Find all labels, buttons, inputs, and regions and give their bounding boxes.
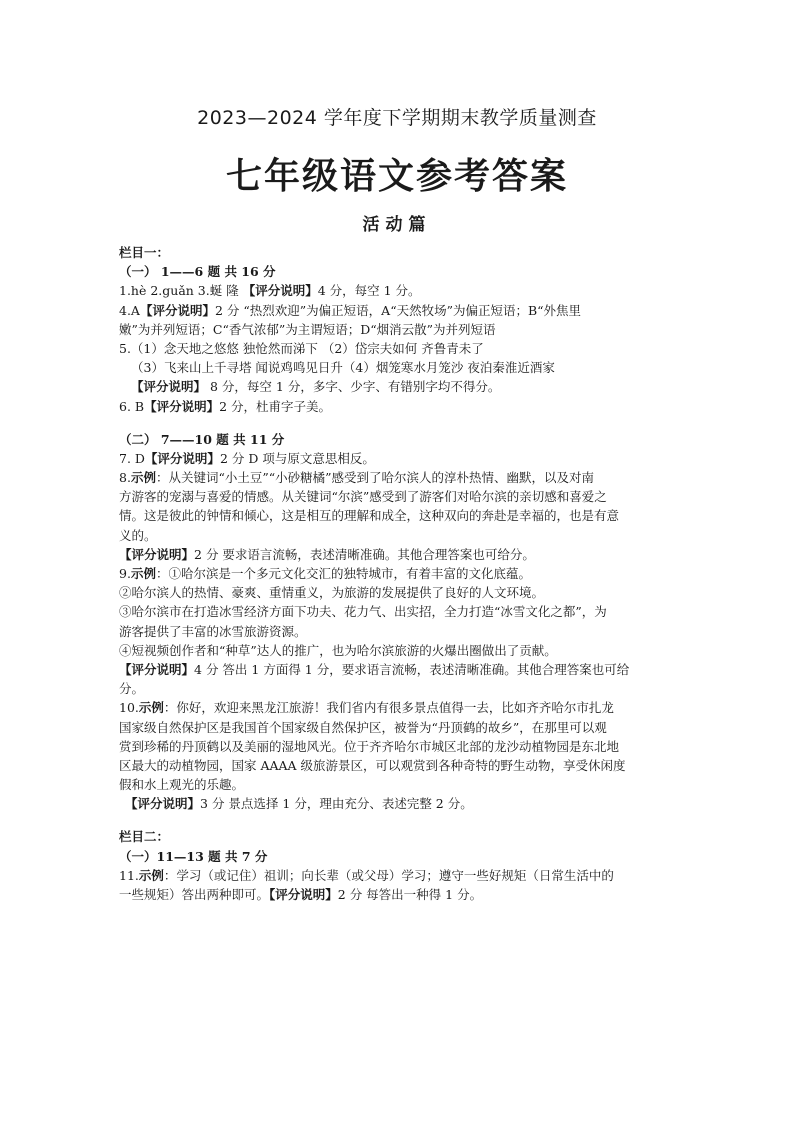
example-label: 示例 bbox=[130, 566, 156, 581]
answer-q4 bbox=[119, 301, 679, 320]
scoring-note: 2 分，杜甫字子美。 bbox=[219, 398, 332, 414]
spacer bbox=[119, 813, 679, 827]
answer-text: 6. B bbox=[119, 398, 145, 414]
answer-q9-cont: 游客提供了丰富的冰雪旅游资源。 bbox=[119, 623, 307, 639]
example-label: 示例 bbox=[138, 867, 164, 883]
answer-content bbox=[119, 243, 679, 904]
answer-q8-cont: 情。这是彼此的钟情和倾心，这是相互的理解和成全，这种双向的奔赴是幸福的，也是有意 bbox=[119, 508, 620, 524]
answer-text: 11. bbox=[119, 867, 139, 883]
example-label: 示例 bbox=[130, 470, 156, 486]
answer-q8-cont: 方游客的宠溺与喜爱的情感。从关键词“尔滨”感受到了游客们对哈尔滨的亲切感和喜爱之 bbox=[119, 489, 607, 505]
scoring-note-label: 【评分说明】 bbox=[139, 302, 215, 318]
answer-text: 9. bbox=[119, 566, 131, 581]
answer-q8-cont: 义的。 bbox=[119, 527, 157, 543]
answer-q1 bbox=[119, 281, 679, 300]
exam-subtitle: 2023—2024 学年度下学期期末教学质量测查 bbox=[197, 107, 597, 129]
answer-text: 一些规矩）答出两种即可。 bbox=[119, 887, 270, 902]
scoring-note: 4 分 答出 1 方面得 1 分，要求语言流畅，表述清晰准确。其他合理答案也可给 bbox=[194, 661, 630, 677]
answer-text: 1.hè 2.guǎn 3.蜒 隆 bbox=[119, 283, 243, 299]
answer-q9-cont: ③哈尔滨市在打造冰雪经济方面下功夫、花力气、出实招，全力打造“冰雪文化之都”，为 bbox=[119, 604, 607, 620]
answer-q10-cont: 区最大的动植物园，国家 AAAA 级旅游景区，可以观赏到各种奇特的野生动物，享受休闲度 bbox=[119, 757, 626, 773]
scoring-note-label: 【评分说明】 bbox=[119, 546, 195, 562]
answer-q9-note bbox=[119, 660, 679, 679]
answer-q5-cont: （3）飞来山上千寻塔 闻说鸡鸣见日升（4）烟笼寒水月笼沙 夜泊秦淮近酒家 bbox=[131, 360, 555, 376]
answer-q8 bbox=[119, 468, 679, 487]
answer-q5-note bbox=[119, 377, 679, 396]
answer-text: 4.A bbox=[119, 302, 140, 318]
answer-q9-cont: ②哈尔滨人的热情、豪爽、重情重义，为旅游的发展提供了良好的人文环境。 bbox=[119, 585, 545, 601]
answer-q8-note bbox=[119, 545, 679, 564]
scoring-note-label: 【评分说明】 bbox=[119, 661, 195, 677]
answer-q9 bbox=[119, 564, 679, 583]
answer-q6 bbox=[119, 397, 679, 416]
section2-heading: 栏目二： bbox=[119, 829, 170, 845]
example-label: 示例 bbox=[138, 700, 164, 716]
answer-q9-note-cont: 分。 bbox=[119, 681, 145, 697]
answer-q10 bbox=[119, 698, 679, 717]
scoring-note-label: 【评分说明】 bbox=[125, 796, 201, 812]
scoring-note-label: 【评分说明】 bbox=[144, 450, 220, 466]
answer-q11 bbox=[119, 866, 679, 885]
scoring-note-label: 【评分说明】 bbox=[144, 398, 220, 414]
scoring-note: 2 分 要求语言流畅，表述清晰准确。其他合理答案也可给分。 bbox=[194, 546, 535, 562]
answer-text: 7. D bbox=[119, 450, 145, 466]
scoring-note: 3 分 景点选择 1 分，理由充分、表述完整 2 分。 bbox=[200, 796, 473, 812]
answer-q4-cont: 嫩”为并列短语；C“香气浓郁”为主谓短语；D“烟消云散”为并列短语 bbox=[119, 321, 496, 337]
answer-q5: 5.（1）念天地之悠悠 独怆然而涕下 （2）岱宗夫如何 齐鲁青未了 bbox=[119, 340, 484, 356]
answer-q7 bbox=[119, 449, 679, 468]
answer-text: ：①哈尔滨是一个多元文化交汇的独特城市，有着丰富的文化底蕴。 bbox=[155, 566, 531, 581]
scoring-note: 4 分，每空 1 分。 bbox=[317, 283, 421, 299]
group1-heading: （一）11—13 题 共 7 分 bbox=[119, 848, 268, 864]
scoring-note-label: 【评分说明】 bbox=[269, 887, 338, 902]
answer-q10-cont: 国家级自然保护区是我国首个国家级自然保护区，被誉为“丹顶鹤的故乡”，在那里可以观 bbox=[119, 719, 607, 735]
scoring-note-label: 【评分说明】 bbox=[242, 283, 318, 299]
section1-heading: 栏目一： bbox=[119, 245, 170, 260]
scoring-note: 2 分 每答出一种得 1 分。 bbox=[337, 887, 483, 902]
part-heading: 活动篇 bbox=[362, 215, 432, 235]
answer-text: 8. bbox=[119, 470, 131, 486]
answer-text: ：从关键词“小土豆”“小砂糖橘”感受到了哈尔滨人的淳朴热情、幽默，以及对南 bbox=[155, 470, 595, 486]
scoring-note: 8 分，每空 1 分，多字、少字、有错别字均不得分。 bbox=[206, 379, 501, 395]
scoring-note: 2 分 “热烈欢迎”为偏正短语，A“天然牧场”为偏正短语；B“外焦里 bbox=[214, 302, 582, 318]
answer-q10-note bbox=[119, 794, 679, 813]
answer-q10-cont: 假和水上观光的乐趣。 bbox=[119, 777, 245, 793]
answer-text: ：学习（或记住）祖训；向长辈（或父母）学习；遵守一些好规矩（日常生活中的 bbox=[163, 867, 614, 883]
scoring-note-label: 【评分说明】 bbox=[131, 379, 207, 395]
answer-text: ：你好，欢迎来黑龙江旅游！我们省内有很多景点值得一去，比如齐齐哈尔市扎龙 bbox=[163, 700, 614, 716]
answer-q9-cont: ④短视频创作者和“种草”达人的推广，也为哈尔滨旅游的火爆出圈做出了贡献。 bbox=[119, 642, 557, 658]
answer-q11-cont bbox=[119, 885, 679, 904]
answer-text: 10. bbox=[119, 700, 139, 716]
answer-q10-cont: 赏到珍稀的丹顶鹤以及美丽的湿地风光。位于齐齐哈尔市城区北部的龙沙动植物园是东北地 bbox=[119, 738, 620, 754]
group1-heading: （一） 1——6 题 共 16 分 bbox=[119, 264, 276, 280]
page-title: 七年级语文参考答案 bbox=[225, 156, 568, 197]
scoring-note: 2 分 D 项与原文意思相反。 bbox=[219, 450, 375, 466]
group2-heading: （二） 7——10 题 共 11 分 bbox=[119, 431, 285, 447]
spacer bbox=[119, 416, 679, 430]
